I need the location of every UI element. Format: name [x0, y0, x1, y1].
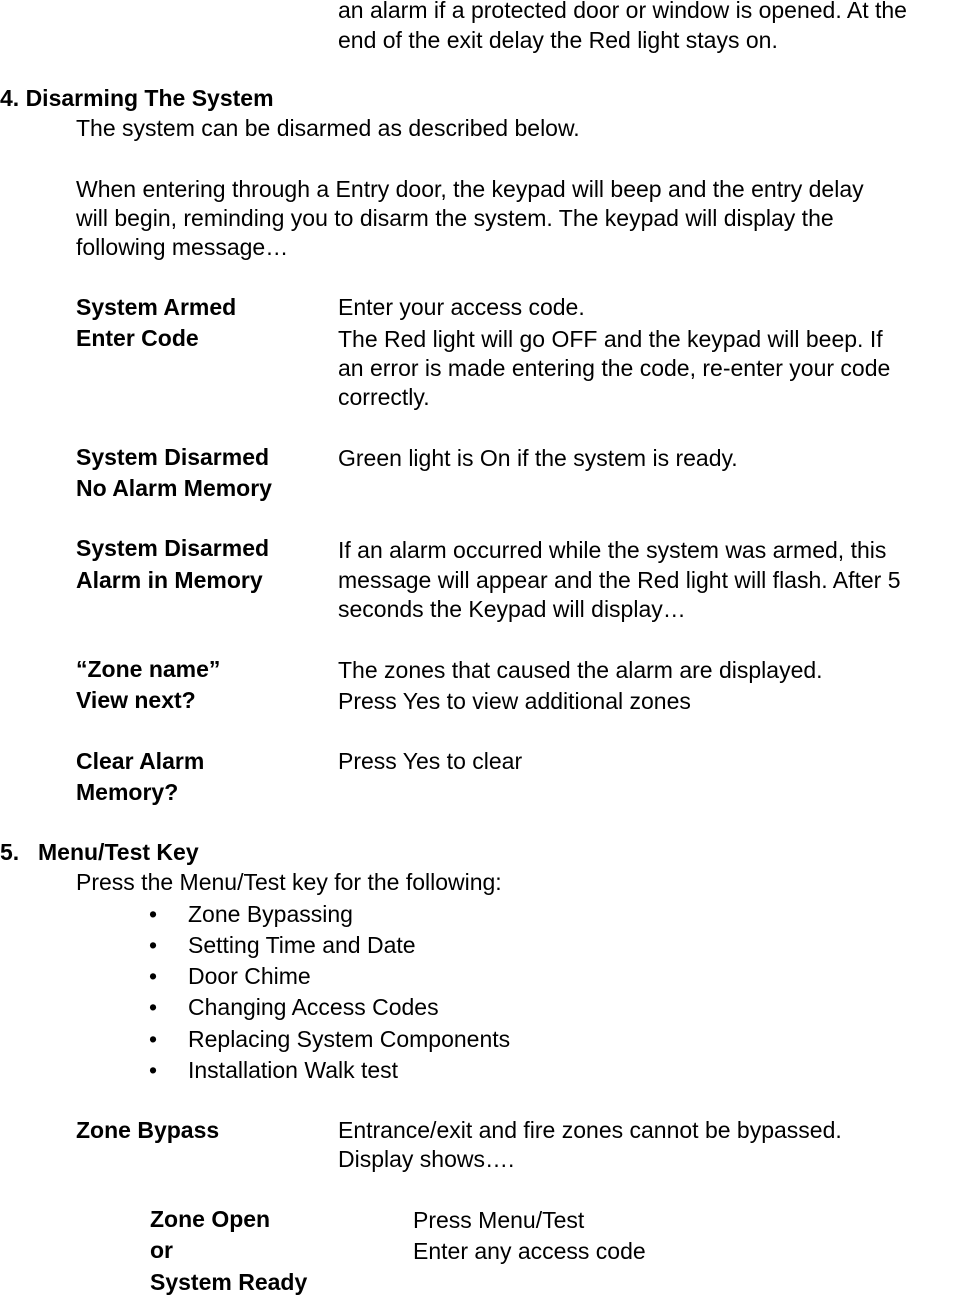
section-4-para-line: will begin, reminding you to disarm the system. The keypad will display the — [76, 205, 834, 231]
intro-line-2: end of the exit delay the Red light stays on. — [338, 27, 778, 53]
list-item-text: Replacing System Components — [188, 1026, 511, 1052]
keypad-message-desc: seconds the Keypad will display… — [338, 596, 686, 622]
keypad-message-desc: message will appear and the Red light will flash. After 5 — [338, 567, 901, 593]
section-5-number: 5. — [0, 839, 20, 865]
zone-open-label: System Ready — [150, 1269, 308, 1295]
bullet-icon: • — [149, 932, 158, 958]
keypad-message-label: No Alarm Memory — [76, 475, 272, 501]
keypad-message-desc: an error is made entering the code, re-enter your code — [338, 355, 891, 381]
zone-open-desc: Press Menu/Test — [413, 1207, 585, 1233]
list-item-text: Changing Access Codes — [188, 994, 439, 1020]
keypad-message-label: “Zone name” — [76, 656, 221, 682]
zone-open-label: Zone Open — [150, 1206, 271, 1232]
zone-bypass-label: Zone Bypass — [76, 1117, 220, 1143]
section-4-para-line: When entering through a Entry door, the keypad will beep and the entry delay — [76, 176, 864, 202]
keypad-message-label: System Disarmed — [76, 535, 270, 561]
keypad-message-desc: Press Yes to clear — [338, 748, 523, 774]
list-item-text: Zone Bypassing — [188, 901, 353, 927]
bullet-icon: • — [149, 963, 158, 989]
intro-line-1: an alarm if a protected door or window is opened. At the — [338, 0, 907, 23]
bullet-icon: • — [149, 901, 158, 927]
keypad-message-label: Clear Alarm — [76, 748, 205, 774]
zone-open-label: or — [150, 1237, 173, 1263]
section-4-intro: The system can be disarmed as described below. — [76, 115, 580, 141]
section-4-para-line: following message… — [76, 234, 289, 260]
bullet-icon: • — [149, 1026, 158, 1052]
keypad-message-label: Enter Code — [76, 325, 199, 351]
section-4-heading: 4. Disarming The System — [0, 85, 274, 111]
list-item-text: Installation Walk test — [188, 1057, 399, 1083]
keypad-message-label: System Armed — [76, 294, 237, 320]
keypad-message-desc: Press Yes to view additional zones — [338, 688, 691, 714]
list-item-text: Setting Time and Date — [188, 932, 416, 958]
keypad-message-desc: The zones that caused the alarm are displayed. — [338, 657, 823, 683]
section-5-heading: Menu/Test Key — [38, 839, 199, 865]
list-item-text: Door Chime — [188, 963, 311, 989]
keypad-message-desc: If an alarm occurred while the system was armed, this — [338, 537, 887, 563]
section-5-intro: Press the Menu/Test key for the following: — [76, 869, 502, 895]
zone-bypass-desc: Display shows…. — [338, 1146, 515, 1172]
keypad-message-desc: Enter your access code. — [338, 294, 585, 320]
zone-bypass-desc: Entrance/exit and fire zones cannot be bypassed. — [338, 1117, 842, 1143]
zone-open-desc: Enter any access code — [413, 1238, 646, 1264]
keypad-message-label: Memory? — [76, 779, 179, 805]
keypad-message-desc: The Red light will go OFF and the keypad will beep. If — [338, 326, 883, 352]
keypad-message-label: View next? — [76, 687, 196, 713]
keypad-message-desc: Green light is On if the system is ready. — [338, 445, 738, 471]
keypad-message-label: System Disarmed — [76, 444, 270, 470]
keypad-message-label: Alarm in Memory — [76, 567, 263, 593]
keypad-message-desc: correctly. — [338, 384, 430, 410]
bullet-icon: • — [149, 1057, 158, 1083]
bullet-icon: • — [149, 994, 158, 1020]
